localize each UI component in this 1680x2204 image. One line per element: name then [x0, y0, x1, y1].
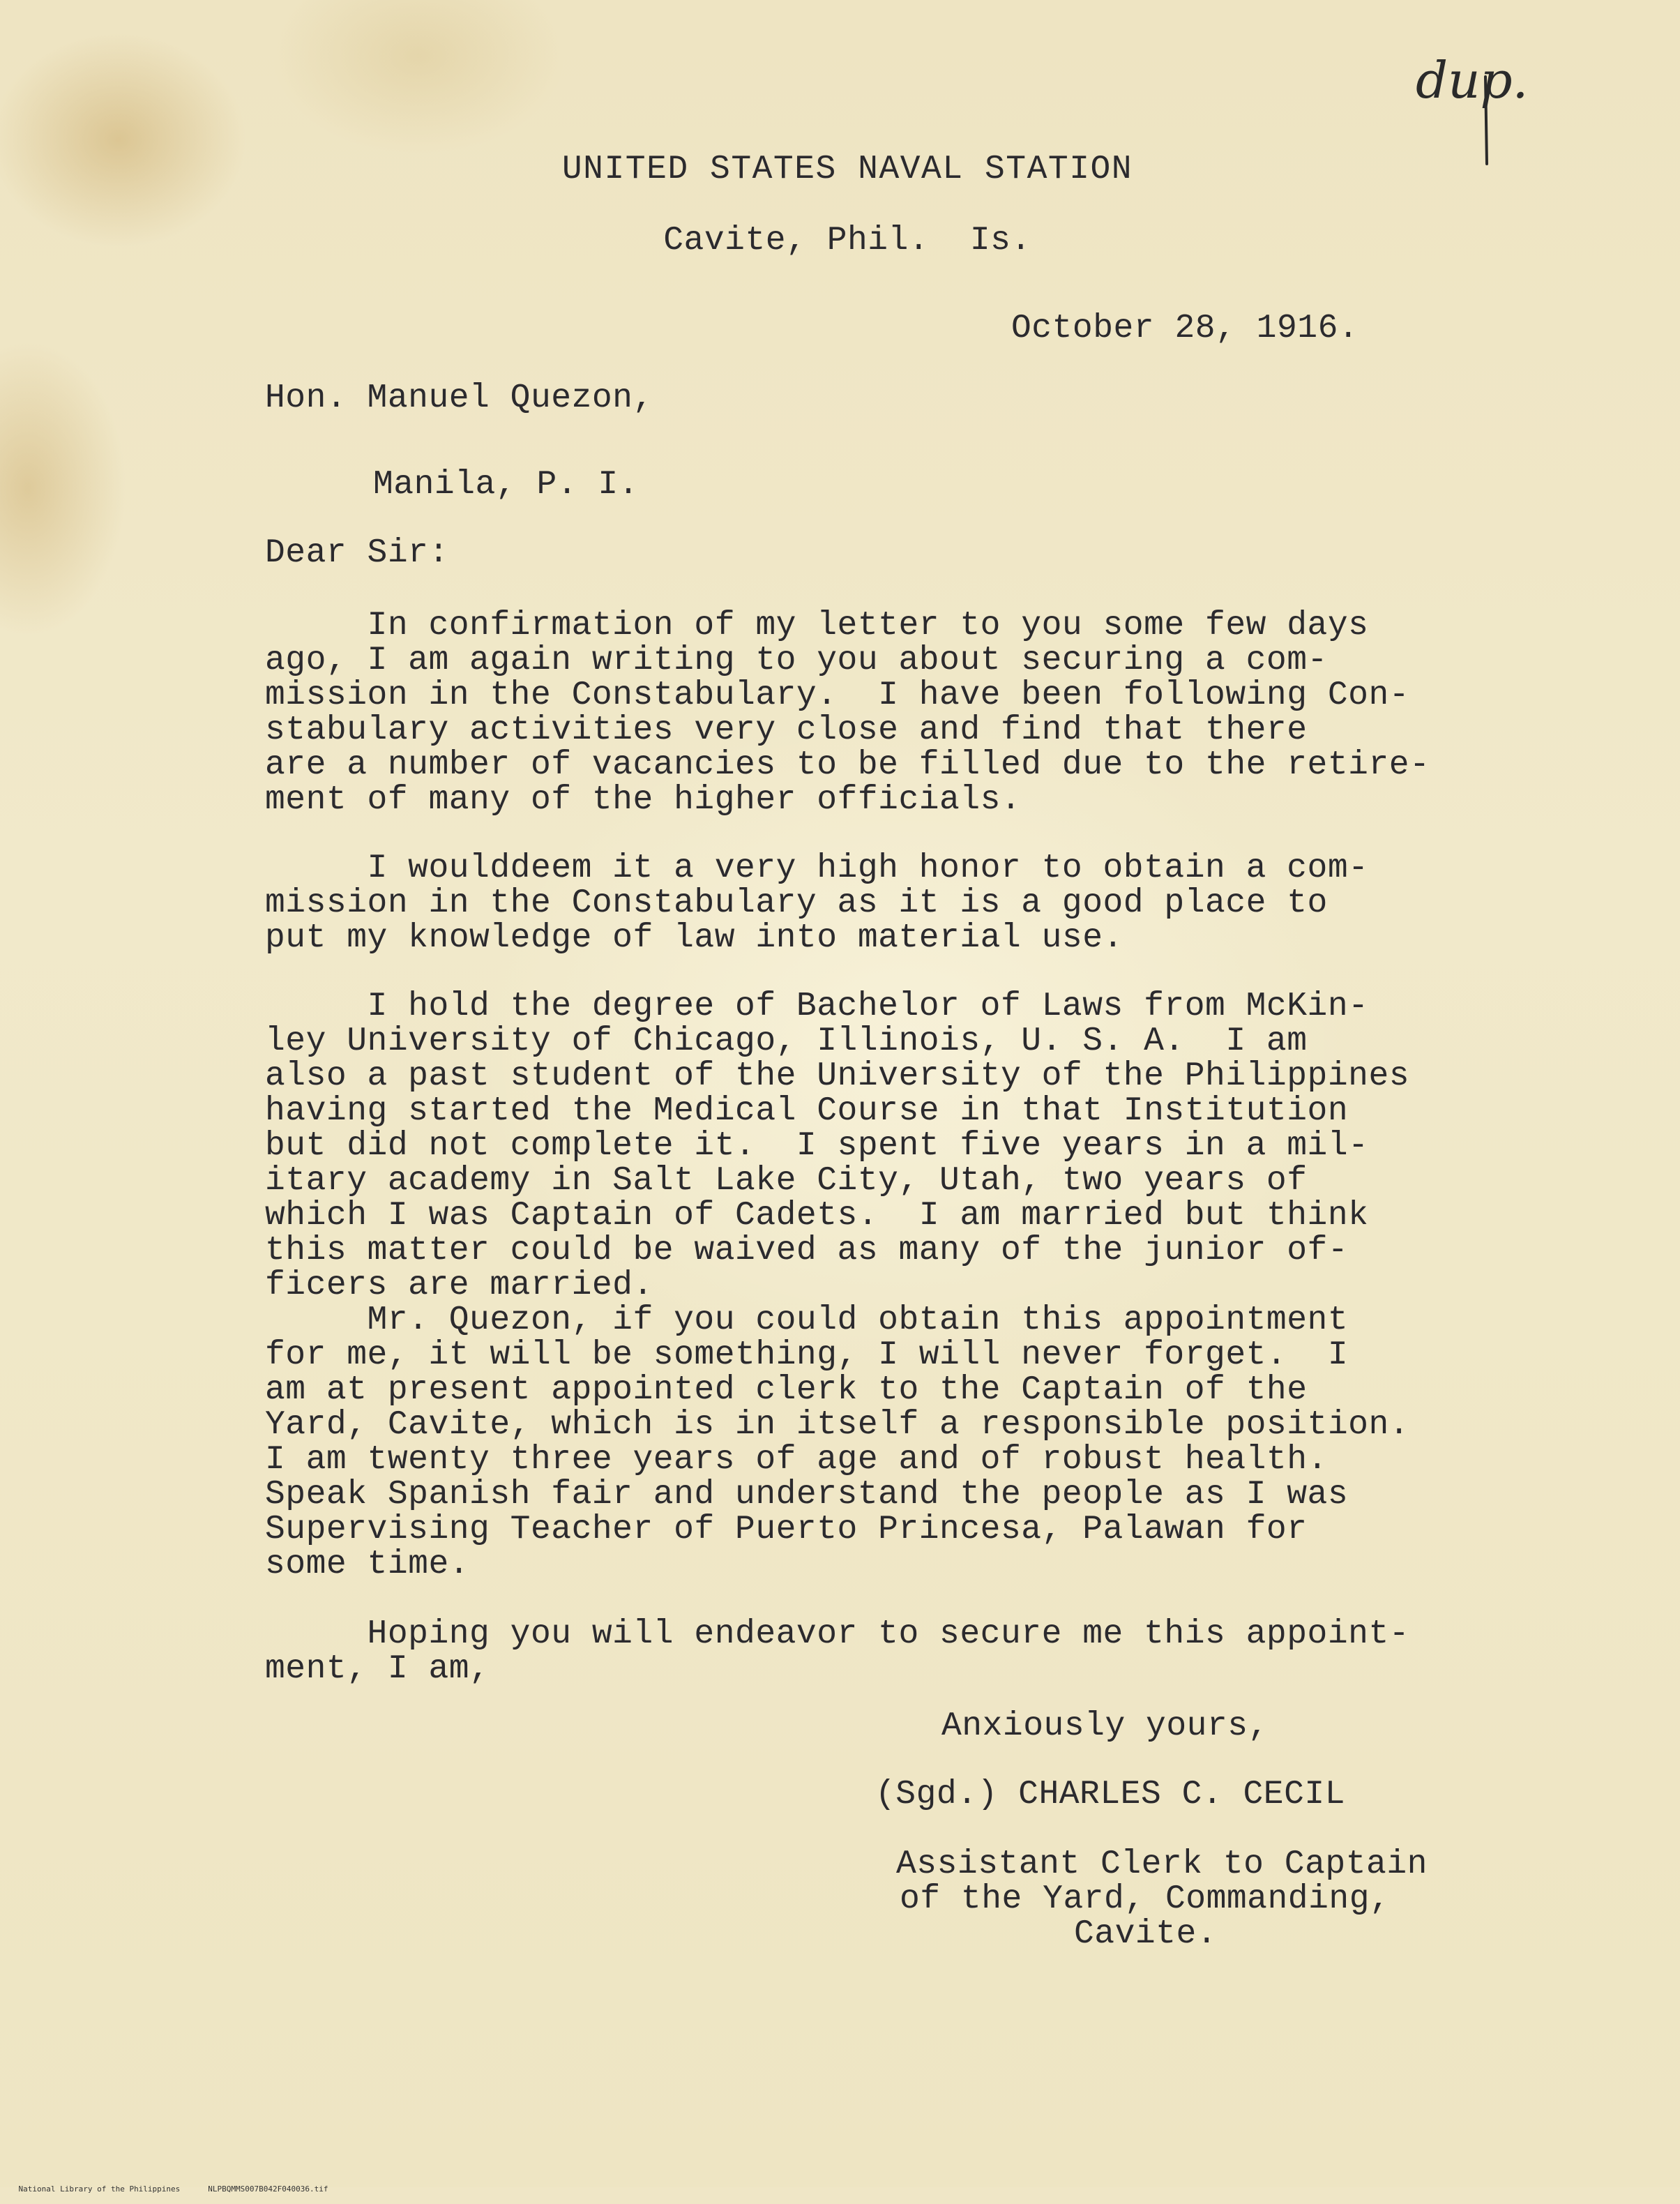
handwritten-dup-mark — [1409, 42, 1534, 167]
paragraph-line: In confirmation of my letter to you some few days — [265, 607, 1369, 644]
signer-title-line-1: Assistant Clerk to Captain — [896, 1846, 1428, 1883]
paragraph-line: mission in the Constabulary as it is a good place to — [265, 884, 1328, 922]
paragraph-line: mission in the Constabulary. I have been following Con- — [265, 677, 1410, 714]
paragraph-line: Mr. Quezon, if you could obtain this appointment — [265, 1301, 1349, 1339]
signer-title-line-2: of the Yard, Commanding, — [900, 1880, 1391, 1918]
signature: (Sgd.) CHARLES C. CECIL — [875, 1776, 1346, 1813]
closing: Anxiously yours, — [941, 1707, 1269, 1745]
archive-footer — [0, 2175, 356, 2204]
paragraph-line: stabulary activities very close and find that there — [265, 711, 1308, 749]
paragraph-line: are a number of vacancies to be filled due to the retire- — [265, 746, 1430, 784]
paragraph-line: Yard, Cavite, which is in itself a responsible position. — [265, 1406, 1410, 1444]
footer-file: NLPBQMMS007B042F040036.tif — [208, 2184, 328, 2194]
addressee-city: Manila, P. I. — [373, 466, 639, 504]
footer-source: National Library of the Philippines — [18, 2184, 181, 2194]
letterhead-title: UNITED STATES NAVAL STATION — [561, 151, 1133, 188]
paragraph-line: ment, I am, — [265, 1650, 490, 1688]
paragraph-line: am at present appointed clerk to the Captain of the — [265, 1371, 1308, 1409]
paragraph-line: ley University of Chicago, Illinois, U. S. A. I am — [265, 1022, 1308, 1060]
letterhead-location: Cavite, Phil. Is. — [663, 222, 1031, 259]
paragraph-line: put my knowledge of law into material use. — [265, 919, 1123, 957]
paragraph-line: which I was Captain of Cadets. I am married but think — [265, 1197, 1369, 1235]
paragraph-line: I am twenty three years of age and of robust health. — [265, 1441, 1328, 1479]
paragraph-line: Hoping you will endeavor to secure me this appoint- — [265, 1615, 1410, 1653]
paragraph-line: itary academy in Salt Lake City, Utah, two years of — [265, 1162, 1308, 1200]
handwritten-mark-text: dup. — [1416, 51, 1529, 110]
paragraph-line: some time. — [265, 1546, 470, 1583]
signer-title-line-3: Cavite. — [1074, 1915, 1218, 1953]
paragraph-line: also a past student of the University of the Philippines — [265, 1057, 1410, 1095]
paragraph-line: ficers are married. — [265, 1267, 653, 1304]
paragraph-line: but did not complete it. I spent five years in a mil- — [265, 1127, 1369, 1165]
paragraph-line: for me, it will be something, I will never forget. I — [265, 1336, 1349, 1374]
salutation: Dear Sir: — [265, 534, 449, 572]
paragraph-line: I woulddeem it a very high honor to obtain a com- — [265, 850, 1369, 887]
letter-date: October 28, 1916. — [1011, 310, 1359, 347]
paragraph-line: Speak Spanish fair and understand the people as I was — [265, 1476, 1349, 1514]
paragraph-line: ment of many of the higher officials. — [265, 781, 1022, 819]
paragraph-line: this matter could be waived as many of the junior of- — [265, 1232, 1349, 1269]
paragraph-line: ago, I am again writing to you about securing a com- — [265, 642, 1328, 679]
addressee-name: Hon. Manuel Quezon, — [265, 379, 653, 417]
paragraph-line: I hold the degree of Bachelor of Laws from McKin- — [265, 988, 1369, 1025]
paragraph-line: Supervising Teacher of Puerto Princesa, Palawan for — [265, 1511, 1308, 1548]
paragraph-line: having started the Medical Course in that Institution — [265, 1092, 1349, 1130]
